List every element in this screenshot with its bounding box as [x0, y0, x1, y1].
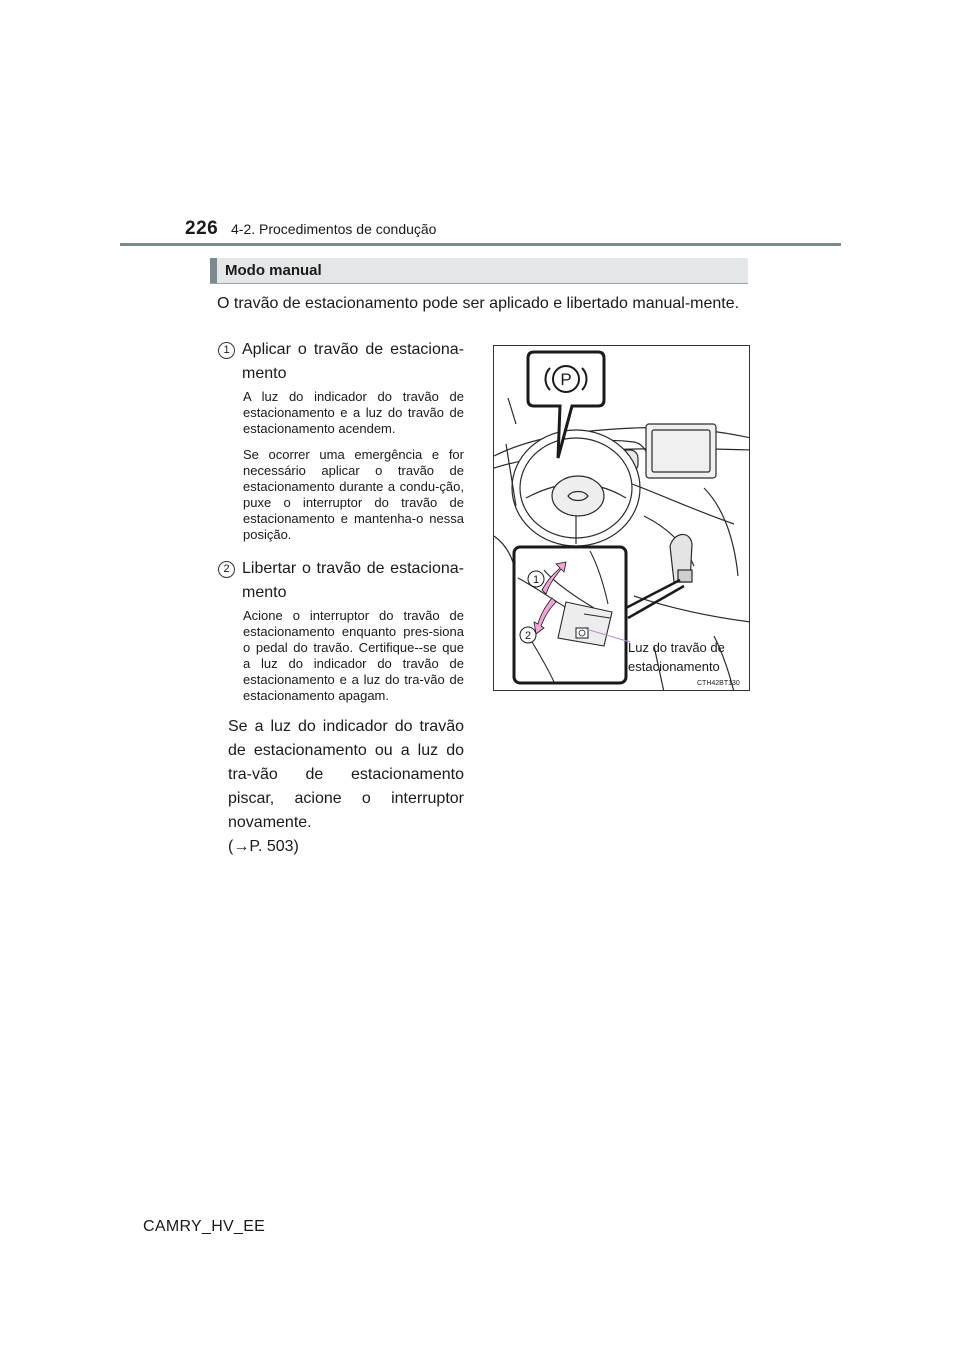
label-line-2: estacionamento — [628, 659, 720, 674]
step-1-title: Aplicar o travão de estaciona-mento — [242, 341, 464, 382]
section-heading-rule — [210, 283, 748, 284]
label-line-1: Luz do travão de — [628, 640, 725, 655]
parking-brake-light-label — [628, 638, 725, 676]
step-1-description-1: A luz do indicador do travão de estacionamento e a luz do travão de estacionamento acendem. — [243, 389, 464, 436]
footer-model: CAMRY_HV_EE — [143, 1218, 266, 1235]
switch-inset — [514, 547, 626, 683]
header-rule — [120, 243, 841, 246]
step-2-number: 2 — [218, 561, 235, 578]
indicator-symbol: P — [560, 370, 572, 389]
closing-text: Se a luz do indicador do travão de estacionamento ou a luz do tra-vão de estacionamento piscar, acione o interruptor novamente. — [228, 718, 464, 831]
callout-1: 1 — [532, 574, 540, 586]
section-title: 4-2. Procedimentos de condução — [231, 221, 437, 237]
step-1-number: 1 — [218, 342, 235, 359]
intro-paragraph: O travão de estacionamento pode ser aplicado e libertado manual-mente. — [217, 295, 740, 312]
step-2-description-1: Acione o interruptor do travão de estacionamento enquanto pres-siona o pedal do travão. Certifique--se que a luz do indicador do travão de estacionamento e a luz do tra-vão de estacionamento apagam. — [243, 608, 464, 703]
step-2-title: Libertar o travão de estaciona-mento — [242, 560, 464, 601]
closing-paragraph — [228, 715, 464, 859]
figure-code: CTH42BT130 — [697, 680, 740, 687]
step-1-description-2: Se ocorrer uma emergência e for necessário aplicar o travão de estacionamento durante a condu-ção, puxe o interruptor do travão de estacionamento e mantenha-o nessa posição. — [243, 447, 464, 542]
callout-2: 2 — [524, 630, 532, 642]
section-heading: Modo manual — [225, 262, 322, 279]
closing-reference: (→P. 503) — [228, 838, 299, 855]
page-number: 226 — [185, 218, 219, 239]
